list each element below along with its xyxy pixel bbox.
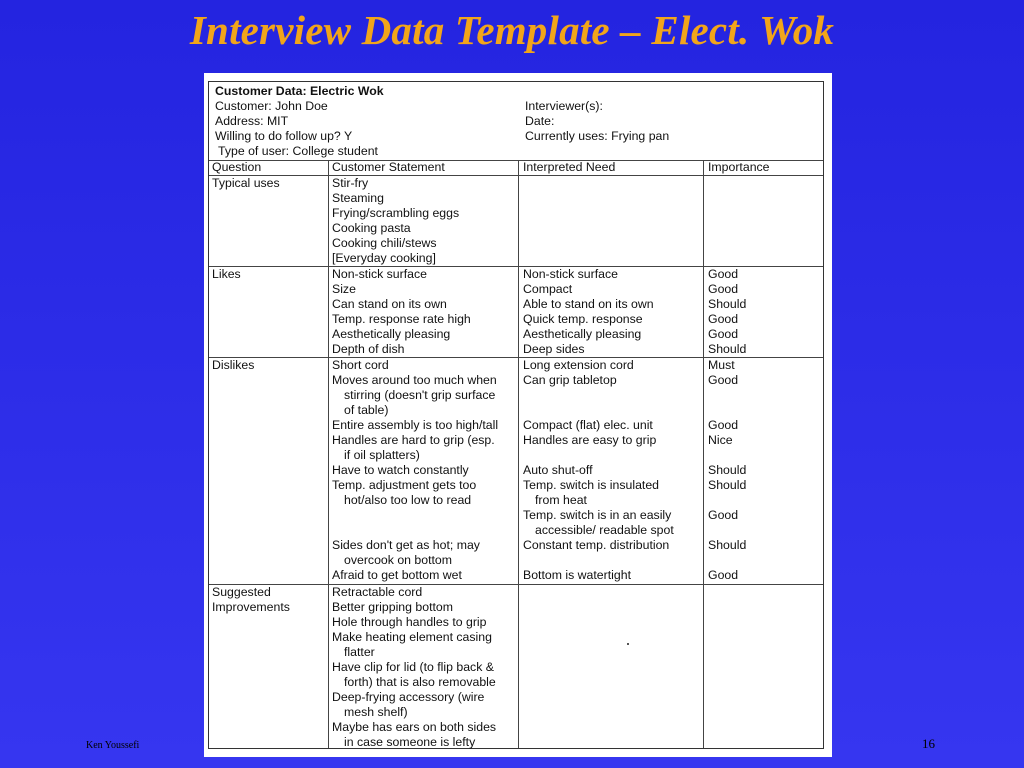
importance-line: Should [708, 478, 747, 492]
statement-line: overcook on bottom [344, 553, 453, 567]
statement-line: of table) [344, 403, 389, 417]
statement-line: Maybe has ears on both sides [332, 720, 497, 734]
importance-line: Good [708, 418, 739, 432]
row-divider-suggested [209, 584, 823, 585]
statement-line: hot/also too low to read [344, 493, 472, 507]
importance-line [708, 403, 746, 418]
need-line: Constant temp. distribution [523, 538, 670, 552]
customer-name: Customer: John Doe [215, 99, 328, 113]
column-header-divider [209, 175, 823, 176]
statement-line: Moves around too much when [332, 373, 497, 387]
column-header-importance: Importance [708, 160, 770, 174]
need-line: Non-stick surface [523, 267, 618, 281]
currently-uses: Currently uses: Frying pan [525, 129, 670, 143]
statement-line: mesh shelf) [344, 705, 408, 719]
importance-line [708, 553, 746, 568]
statement-line: Better gripping bottom [332, 600, 453, 614]
statement-line: forth) that is also removable [344, 675, 496, 689]
need-line: Bottom is watertight [523, 568, 631, 582]
column-line-2 [518, 160, 519, 748]
column-line-1 [328, 160, 329, 748]
row-statements-likes [332, 267, 471, 357]
row-statements-typical [332, 176, 459, 266]
importance-line [708, 448, 746, 463]
statement-line: Stir-fry [332, 176, 369, 190]
row-statements-dislikes [332, 358, 498, 583]
importance-line: Should [708, 463, 747, 477]
row-question-suggested [212, 585, 290, 615]
need-line [523, 403, 674, 418]
importance-line: Should [708, 538, 747, 552]
need-line: Deep sides [523, 342, 585, 356]
statement-line: flatter [344, 645, 375, 659]
follow-up: Willing to do follow up? Y [215, 129, 353, 143]
statement-line: in case someone is lefty [344, 735, 476, 749]
user-type: Type of user: College student [218, 144, 378, 158]
scan-speck [627, 643, 629, 645]
statement-line: Have clip for lid (to flip back & [332, 660, 494, 674]
need-line: Aesthetically pleasing [523, 327, 642, 341]
statement-line: Frying/scrambling eggs [332, 206, 460, 220]
column-header-statement: Customer Statement [332, 160, 445, 174]
importance-line: Good [708, 373, 739, 387]
importance-line: Good [708, 267, 739, 281]
need-line: accessible/ readable spot [535, 523, 674, 537]
interview-date: Date: [525, 114, 555, 128]
row-needs-dislikes [523, 358, 674, 583]
statement-line: Retractable cord [332, 585, 423, 599]
customer-address: Address: MIT [215, 114, 289, 128]
importance-line: Good [708, 568, 739, 582]
page-number: 16 [922, 736, 935, 751]
statement-line: stirring (doesn't grip surface [344, 388, 496, 402]
statement-line: Sides don't get as hot; may [332, 538, 480, 552]
row-importance-dislikes [708, 358, 746, 583]
footer-author: Ken Youssefi [86, 740, 140, 751]
statement-line: Depth of dish [332, 342, 405, 356]
statement-line: Steaming [332, 191, 384, 205]
statement-line: Cooking chili/stews [332, 236, 437, 250]
importance-line: Good [708, 327, 739, 341]
statement-line: Cooking pasta [332, 221, 411, 235]
statement-line: Can stand on its own [332, 297, 447, 311]
importance-line: Should [708, 342, 747, 356]
need-line [523, 448, 674, 463]
statement-line: Temp. adjustment gets too [332, 478, 477, 492]
column-line-3 [703, 160, 704, 748]
row-statements-suggested [332, 585, 496, 750]
need-line: Temp. switch is insulated [523, 478, 660, 492]
column-header-need: Interpreted Need [523, 160, 616, 174]
need-line: Handles are easy to grip [523, 433, 657, 447]
question-cell: Typical uses [212, 176, 280, 190]
need-line [523, 388, 674, 403]
row-question-likes [212, 267, 241, 282]
statement-line: Temp. response rate high [332, 312, 471, 326]
statement-line: Short cord [332, 358, 389, 372]
statement-line: Afraid to get bottom wet [332, 568, 462, 582]
question-cell: Suggested [212, 585, 271, 599]
statement-line: Make heating element casing [332, 630, 492, 644]
importance-line: Nice [708, 433, 733, 447]
customer-data-title: Customer Data: Electric Wok [215, 84, 384, 98]
importance-line: Good [708, 312, 739, 326]
statement-line: [Everyday cooking] [332, 251, 436, 265]
importance-line [708, 523, 746, 538]
importance-line [708, 493, 746, 508]
need-line: Compact [523, 282, 573, 296]
statement-line: Size [332, 282, 356, 296]
statement-line: Aesthetically pleasing [332, 327, 451, 341]
statement-line [332, 523, 498, 538]
importance-line [708, 388, 746, 403]
statement-line: Deep-frying accessory (wire [332, 690, 485, 704]
need-line: Auto shut-off [523, 463, 593, 477]
row-question-typical [212, 176, 280, 191]
slide-title: Interview Data Template – Elect. Wok [189, 7, 835, 53]
column-header-question: Question [212, 160, 262, 174]
importance-line: Should [708, 297, 747, 311]
statement-line: Hole through handles to grip [332, 615, 487, 629]
question-cell: Improvements [212, 600, 290, 614]
need-line: Able to stand on its own [523, 297, 654, 311]
question-cell: Dislikes [212, 358, 255, 372]
need-line: Quick temp. response [523, 312, 643, 326]
statement-line [332, 508, 498, 523]
statement-line: Handles are hard to grip (esp. [332, 433, 495, 447]
row-importance-likes [708, 267, 746, 357]
statement-line: Entire assembly is too high/tall [332, 418, 499, 432]
need-line: Temp. switch is in an easily [523, 508, 672, 522]
need-line: Long extension cord [523, 358, 634, 372]
question-cell: Likes [212, 267, 241, 281]
statement-line: if oil splatters) [344, 448, 420, 462]
need-line [523, 553, 674, 568]
statement-line: Non-stick surface [332, 267, 427, 281]
interviewers: Interviewer(s): [525, 99, 603, 113]
need-line: from heat [535, 493, 587, 507]
need-line: Can grip tabletop [523, 373, 617, 387]
importance-line: Good [708, 282, 739, 296]
importance-line: Good [708, 508, 739, 522]
interview-template-sheet [204, 73, 832, 757]
need-line: Compact (flat) elec. unit [523, 418, 653, 432]
row-needs-likes [523, 267, 654, 357]
statement-line: Have to watch constantly [332, 463, 469, 477]
importance-line: Must [708, 358, 735, 372]
table-frame [208, 81, 824, 749]
row-question-dislikes [212, 358, 254, 373]
